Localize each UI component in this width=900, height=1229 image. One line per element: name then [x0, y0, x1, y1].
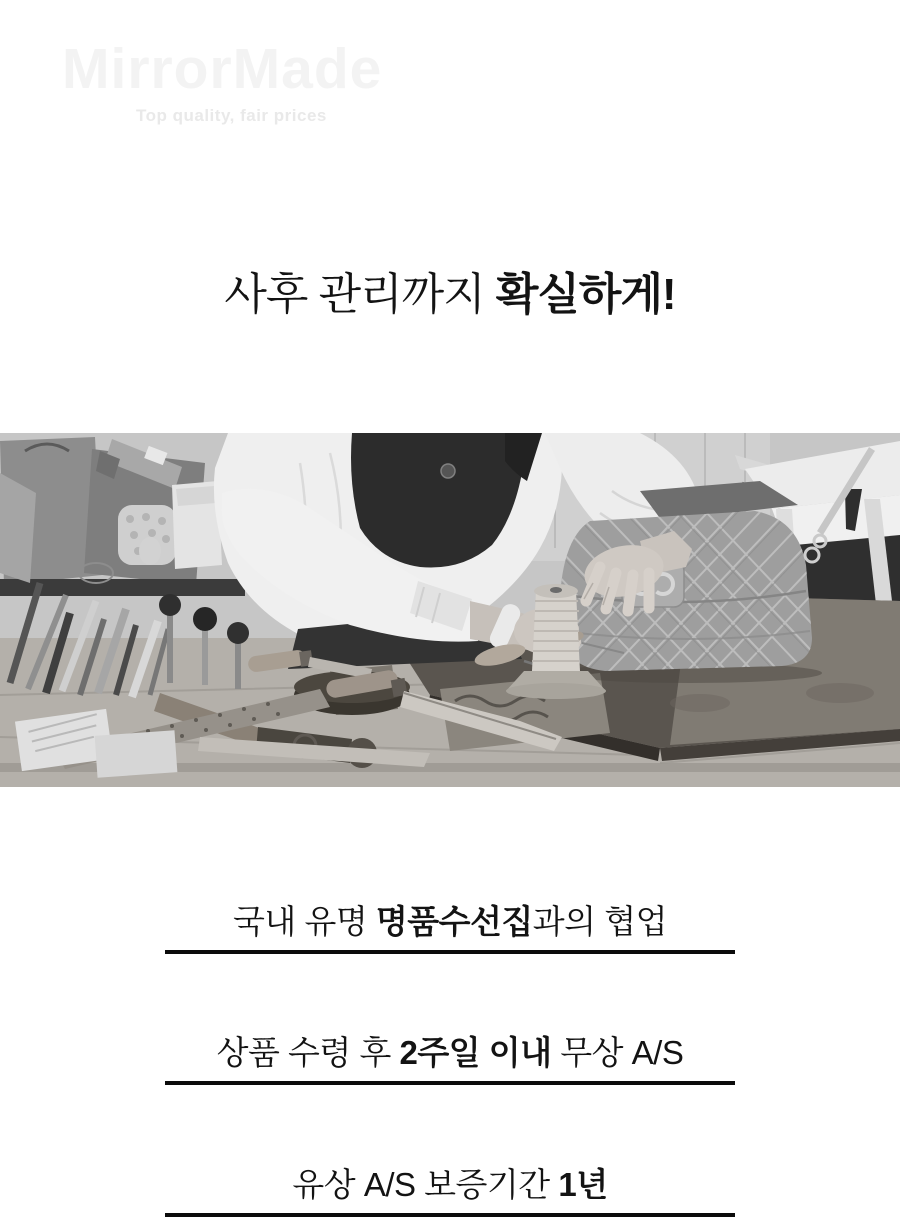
feature-underline	[165, 1213, 735, 1217]
feature-text	[0, 1031, 900, 1075]
feature-bold: 2주일 이내	[399, 1034, 552, 1071]
feature-post: 과의 협업	[532, 903, 667, 940]
section-headline	[0, 269, 900, 321]
feature-post: 무상 A/S	[551, 1034, 684, 1071]
feature-pre: 상품 수령 후	[216, 1034, 400, 1071]
brand-logo-text: MirrorMade	[62, 37, 383, 101]
bubble-wrap	[118, 505, 176, 565]
headline-bold: 확실하게!	[495, 270, 676, 319]
feature-row-warranty	[0, 1163, 900, 1217]
feature-text	[0, 1163, 900, 1207]
feature-text	[0, 900, 900, 944]
feature-pre: 국내 유명	[233, 903, 376, 940]
feature-row-collab	[0, 900, 900, 954]
feature-underline	[165, 1081, 735, 1085]
feature-bold: 1년	[558, 1166, 608, 1203]
hero-photo	[0, 433, 900, 787]
headline-regular: 사후 관리까지	[224, 270, 496, 319]
feature-underline	[165, 950, 735, 954]
feature-bold: 명품수선집	[375, 903, 533, 940]
feature-row-free-as	[0, 1031, 900, 1085]
feature-pre: 유상 A/S 보증기간	[292, 1166, 559, 1203]
brand-tagline: Top quality, fair prices	[136, 106, 327, 125]
apron-button	[441, 464, 455, 478]
